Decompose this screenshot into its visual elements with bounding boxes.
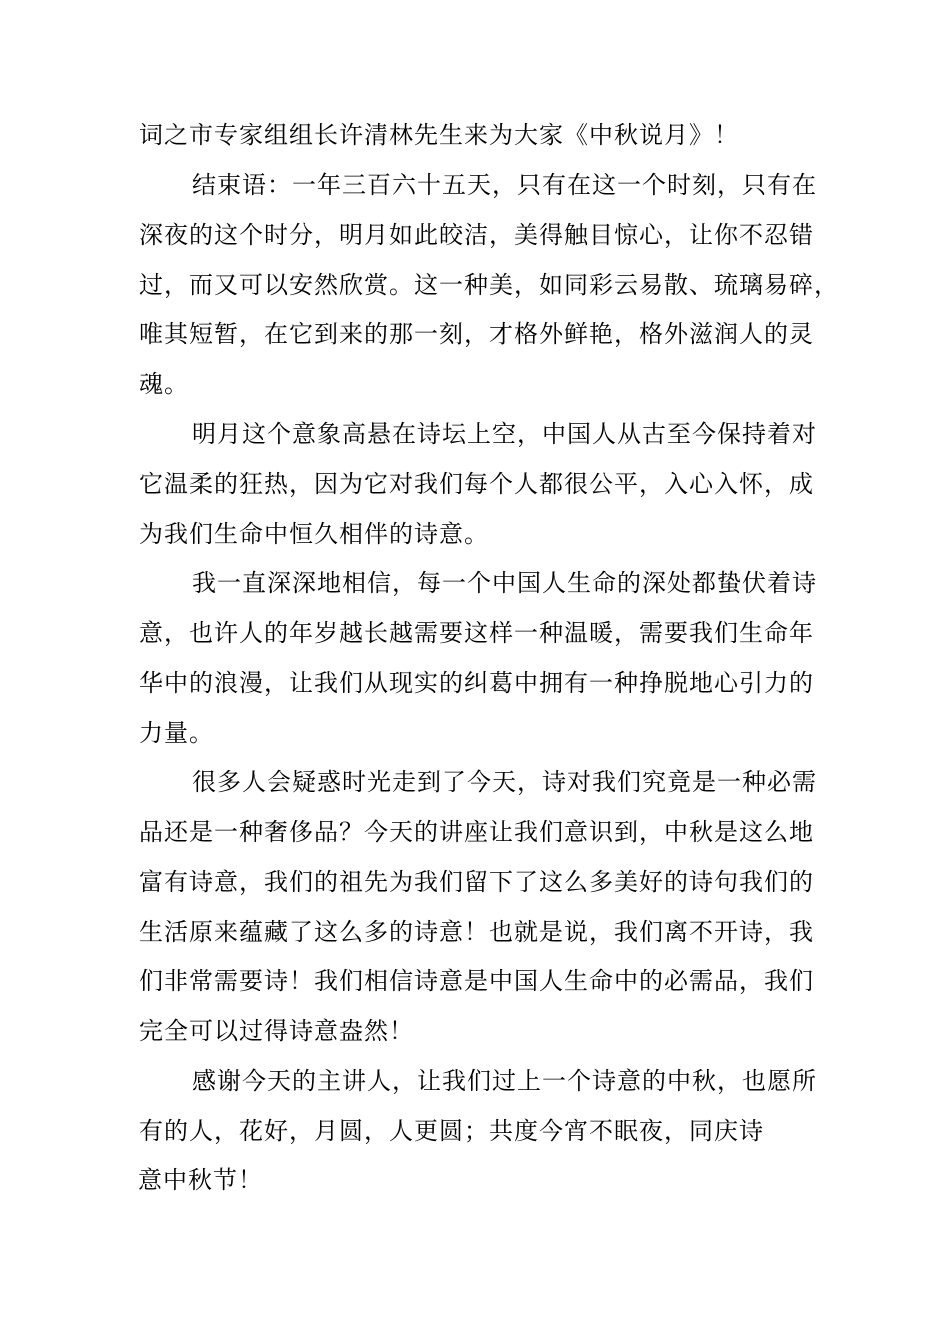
text-line: 完全可以过得诗意盎然！ bbox=[139, 1017, 414, 1045]
text-line: 生活原来蕴藏了这么多的诗意！也就是说，我们离不开诗，我 bbox=[139, 918, 814, 946]
text-line-paragraph-start: 明月这个意象高悬在诗坛上空，中国人从古至今保持着对 bbox=[192, 420, 817, 448]
text-line-intro-end: 词之市专家组组长许清林先生来为大家《中秋说月》！ bbox=[139, 121, 739, 149]
text-line: 唯其短暂，在它到来的那一刻，才格外鲜艳，格外滋润人的灵 bbox=[139, 320, 814, 348]
text-line: 魂。 bbox=[139, 370, 189, 398]
text-line: 有的人，花好，月圆，人更圆；共度今宵不眠夜，同庆诗 bbox=[139, 1117, 764, 1145]
text-line: 力量。 bbox=[139, 719, 214, 747]
text-line-paragraph-start: 我一直深深地相信，每一个中国人生命的深处都蛰伏着诗 bbox=[192, 569, 817, 597]
text-line: 品还是一种奢侈品？今天的讲座让我们意识到，中秋是这么地 bbox=[139, 818, 814, 846]
text-line-closing-heading: 结束语：一年三百六十五天，只有在这一个时刻，只有在 bbox=[192, 171, 817, 199]
text-line-paragraph-start: 很多人会疑惑时光走到了今天，诗对我们究竟是一种必需 bbox=[192, 768, 817, 796]
text-line: 过，而又可以安然欣赏。这一种美，如同彩云易散、琉璃易碎， bbox=[139, 271, 839, 299]
text-line: 它温柔的狂热，因为它对我们每个人都很公平，入心入怀，成 bbox=[139, 470, 814, 498]
text-line: 为我们生命中恒久相伴的诗意。 bbox=[139, 520, 489, 548]
text-line: 们非常需要诗！我们相信诗意是中国人生命中的必需品，我们 bbox=[139, 967, 814, 995]
text-line-paragraph-start: 感谢今天的主讲人，让我们过上一个诗意的中秋，也愿所 bbox=[192, 1067, 817, 1095]
text-line: 华中的浪漫，让我们从现实的纠葛中拥有一种挣脱地心引力的 bbox=[139, 669, 814, 697]
text-line: 意，也许人的年岁越长越需要这样一种温暖，需要我们生命年 bbox=[139, 619, 814, 647]
text-line-final: 意中秋节！ bbox=[138, 1166, 263, 1194]
text-line: 深夜的这个时分，明月如此皎洁，美得触目惊心，让你不忍错 bbox=[139, 221, 814, 249]
text-line: 富有诗意，我们的祖先为我们留下了这么多美好的诗句我们的 bbox=[139, 868, 814, 896]
